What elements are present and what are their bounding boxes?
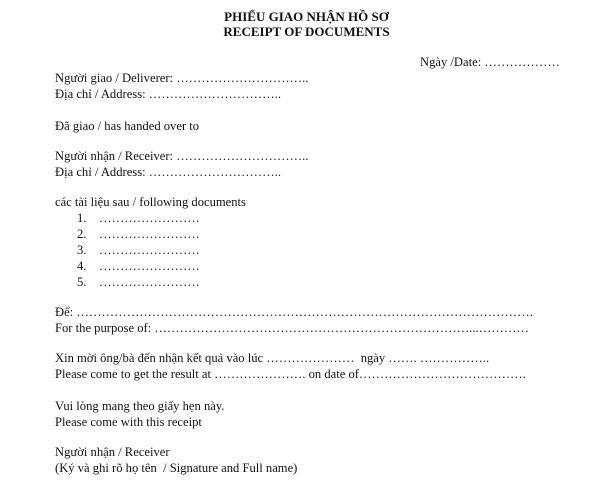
date-field[interactable]: Ngày /Date: ………………: [420, 55, 560, 69]
bring-receipt-en: Please come with this receipt: [55, 415, 202, 429]
document-item[interactable]: 5. ……………………: [77, 275, 200, 289]
deliverer-name-field[interactable]: Người giao / Deliverer: …………………………..: [55, 71, 309, 85]
form-title-en: RECEIPT OF DOCUMENTS: [223, 24, 390, 39]
form-title-vi: PHIẾU GIAO NHẬN HỒ SƠ: [224, 9, 389, 24]
document-item[interactable]: 3. ……………………: [77, 243, 200, 257]
deliverer-address-field[interactable]: Địa chỉ / Address: …………………………..: [55, 87, 281, 101]
purpose-field-en[interactable]: For the purpose of: …………………………………………………………………...…………: [55, 321, 529, 335]
document-item[interactable]: 2. ……………………: [77, 227, 200, 241]
appointment-field-en[interactable]: Please come to get the result at …………………. on date of………………………………….: [55, 367, 526, 381]
document-item[interactable]: 1. ……………………: [77, 211, 200, 225]
purpose-field-vi[interactable]: Để: ……………………………………………………………………………………………….: [55, 305, 533, 319]
receiver-address-field[interactable]: Địa chỉ / Address: …………………………..: [55, 165, 281, 179]
documents-heading: các tài liệu sau / following documents: [55, 195, 246, 209]
signature-note: (Ký và ghi rõ họ tên / Signature and Full name): [55, 461, 298, 475]
appointment-field-vi[interactable]: Xin mời ông/bà đến nhận kết quả vào lúc ………………… ngày ……. ……………..: [55, 351, 490, 365]
bring-receipt-vi: Vui lòng mang theo giấy hẹn này.: [55, 399, 225, 413]
handed-over-label: Đã giao / has handed over to: [55, 119, 200, 133]
document-item[interactable]: 4. ……………………: [77, 259, 200, 273]
receiver-name-field[interactable]: Người nhận / Receiver: …………………………..: [55, 149, 309, 163]
signature-label: Người nhận / Receiver: [55, 445, 170, 459]
